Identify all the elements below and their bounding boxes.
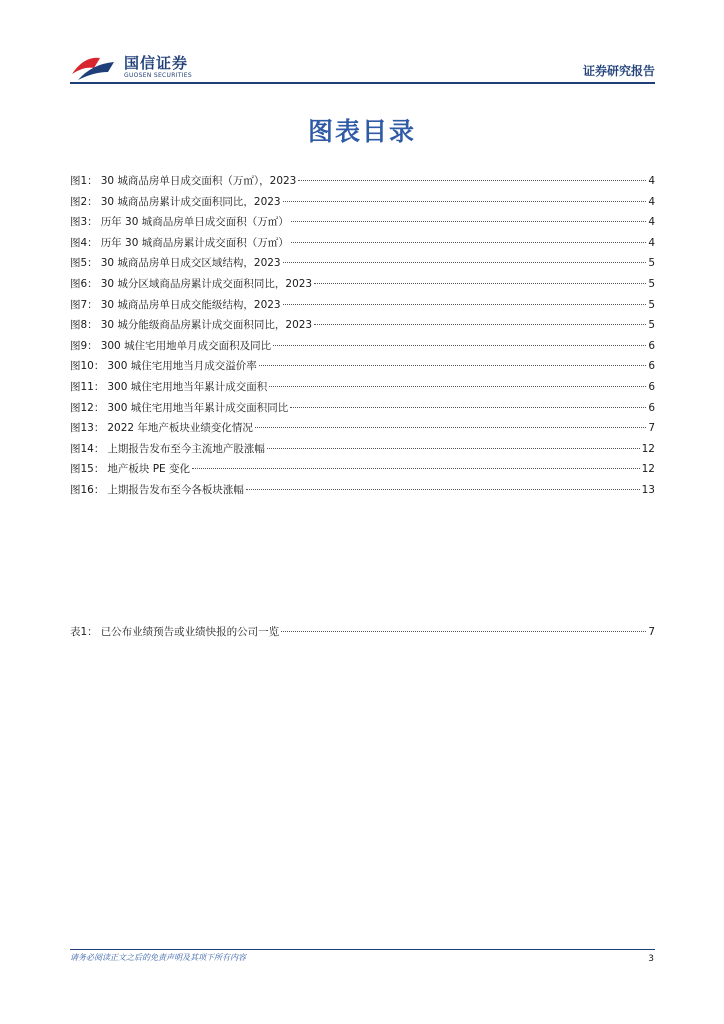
toc-label: 图2：: [70, 195, 98, 208]
toc-page: 5: [648, 298, 655, 311]
toc-entry-fig-8[interactable]: [70, 315, 655, 336]
report-type: 证券研究报告: [582, 64, 655, 78]
toc-page: 6: [648, 339, 655, 352]
toc-leader: [290, 407, 646, 408]
toc-entry-fig-11[interactable]: [70, 377, 655, 398]
header-divider: [70, 82, 655, 84]
page-header: [70, 50, 655, 84]
toc-leader: [298, 180, 646, 181]
figure-list: [70, 171, 655, 501]
toc-title: 上期报告发布至今各板块涨幅: [107, 483, 244, 496]
toc-leader: [283, 201, 647, 202]
toc-title: 地产板块 PE 变化: [107, 463, 191, 476]
toc-title: 30 城商品房单日成交面积（万㎡），2023: [100, 175, 297, 187]
toc-entry-fig-4[interactable]: [70, 233, 655, 254]
toc-title: 历年 30 城商品房单日成交面积（万㎡）: [100, 216, 289, 229]
toc-title: 已公布业绩预告或业绩快报的公司一览: [100, 626, 280, 638]
toc-entry-fig-15[interactable]: [70, 459, 655, 480]
toc-title: 历年 30 城商品房累计成交面积（万㎡）: [100, 236, 289, 249]
toc-entry-fig-2[interactable]: [70, 192, 655, 213]
toc-title: 30 城商品房单日成交区域结构，2023: [100, 257, 281, 270]
toc-page: 4: [648, 175, 655, 187]
toc-entry-fig-16[interactable]: [70, 480, 655, 501]
toc-entry-fig-1[interactable]: [70, 171, 655, 192]
toc-page: 6: [648, 401, 655, 414]
toc-label: 图6：: [70, 277, 98, 290]
toc-page: 5: [648, 257, 655, 270]
toc-title: 30 城分区域商品房累计成交面积同比，2023: [100, 277, 313, 290]
toc-page: 12: [641, 463, 655, 476]
toc-leader: [314, 324, 646, 325]
page-number: 3: [648, 954, 654, 964]
toc-page: 7: [648, 422, 655, 435]
toc-page: 6: [648, 380, 655, 393]
toc-label: 图7：: [70, 298, 98, 311]
toc-label: 图12：: [70, 401, 105, 414]
toc-page: 6: [648, 360, 655, 373]
logo-cn-text: 国信证券: [124, 54, 189, 72]
toc-leader: [192, 468, 640, 469]
toc-label: 图14：: [70, 442, 105, 455]
page-title: 图表目录: [307, 117, 416, 146]
toc-leader: [255, 427, 646, 428]
toc-title: 300 城住宅用地当年累计成交面积同比: [107, 401, 289, 414]
toc-label: 图15：: [70, 463, 105, 476]
toc-label: 图8：: [70, 319, 98, 332]
toc-title: 300 城住宅用地当年累计成交面积: [107, 380, 268, 393]
toc-leader: [269, 386, 646, 387]
toc-label: 表1：: [70, 626, 98, 638]
toc-entry-fig-6[interactable]: [70, 274, 655, 295]
toc-title: 300 城住宅用地单月成交面积及同比: [100, 339, 272, 352]
toc-page: 4: [648, 216, 655, 229]
toc-leader: [283, 304, 647, 305]
guosen-logo-icon: [70, 52, 118, 82]
toc-label: 图3：: [70, 216, 98, 229]
toc-page: 13: [641, 483, 655, 496]
guosen-logo: [70, 50, 210, 84]
toc-title: 30 城商品房单日成交能级结构，2023: [100, 298, 281, 311]
toc-title: 300 城住宅用地当月成交溢价率: [107, 360, 257, 373]
toc-page: 5: [648, 277, 655, 290]
toc-entry-fig-5[interactable]: [70, 253, 655, 274]
toc-label: 图16：: [70, 483, 105, 496]
toc-leader: [291, 221, 647, 222]
toc-label: 图5：: [70, 257, 98, 270]
toc-label: 图10：: [70, 360, 105, 373]
toc-title: 30 城分能级商品房累计成交面积同比，2023: [100, 319, 313, 332]
toc-entry-fig-14[interactable]: [70, 439, 655, 460]
toc-leader: [259, 365, 647, 366]
toc-entry-fig-7[interactable]: [70, 295, 655, 316]
logo-en-text: GUOSEN SECURITIES: [124, 72, 193, 79]
toc-label: 图9：: [70, 339, 98, 352]
toc-entry-fig-3[interactable]: [70, 212, 655, 233]
footer-disclaimer: 请务必阅读正文之后的免责声明及其项下所有内容: [70, 953, 246, 962]
toc-label: 图1：: [70, 175, 98, 187]
toc-label: 图11：: [70, 380, 105, 393]
toc-page: 4: [648, 195, 655, 208]
toc-label: 图13：: [70, 422, 105, 435]
toc-entry-fig-13[interactable]: [70, 418, 655, 439]
toc-entry-table-1[interactable]: [70, 622, 655, 643]
toc-leader: [283, 262, 647, 263]
toc-title: 30 城商品房累计成交面积同比，2023: [100, 195, 281, 208]
toc-leader: [314, 283, 646, 284]
toc-leader: [291, 242, 647, 243]
toc-page: 4: [648, 236, 655, 249]
toc-page: 7: [648, 626, 655, 638]
toc-page: 5: [648, 319, 655, 332]
toc-entry-fig-9[interactable]: [70, 336, 655, 357]
footer-divider: [70, 949, 655, 950]
toc-entry-fig-10[interactable]: [70, 356, 655, 377]
toc-leader: [246, 489, 640, 490]
toc-leader: [281, 631, 646, 632]
table-list: [70, 622, 655, 643]
toc-page: 12: [641, 442, 655, 455]
toc-title: 2022 年地产板块业绩变化情况: [107, 422, 253, 435]
toc-entry-fig-12[interactable]: [70, 398, 655, 419]
toc-label: 图4：: [70, 236, 98, 249]
toc-leader: [273, 345, 646, 346]
toc-leader: [267, 448, 640, 449]
toc-title: 上期报告发布至今主流地产股涨幅: [107, 442, 265, 455]
